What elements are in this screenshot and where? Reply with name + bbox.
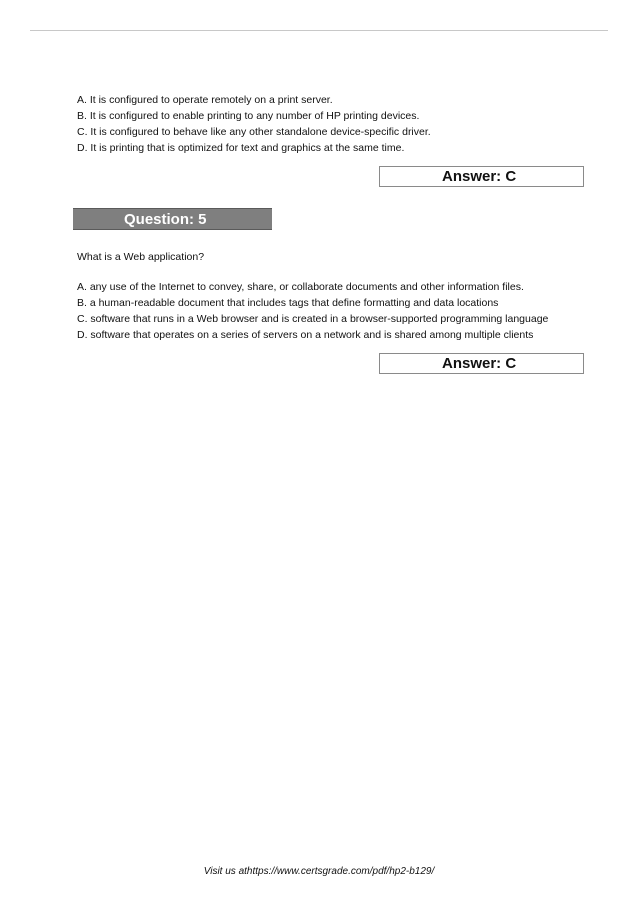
question-5-answer-box: [379, 353, 584, 374]
option-a: A. any use of the Internet to convey, share, or collaborate documents and other information files.: [77, 281, 524, 293]
option-c: C. software that runs in a Web browser and is created in a browser-supported programming language: [77, 313, 549, 325]
question-5-answer-label: Answer: C: [442, 355, 517, 372]
footer-link[interactable]: Visit us athttps://www.certsgrade.com/pdf/hp2-b129/: [203, 866, 435, 877]
option-a: A. It is configured to operate remotely on a print server.: [77, 94, 333, 106]
previous-question-options: [77, 92, 431, 156]
top-divider: [30, 30, 608, 31]
previous-answer-box: [379, 166, 584, 187]
question-5-prompt-block: [77, 249, 204, 265]
previous-answer-label: Answer: C: [442, 168, 517, 185]
option-b: B. It is configured to enable printing to any number of HP printing devices.: [77, 110, 420, 122]
question-5-prompt: What is a Web application?: [77, 251, 205, 263]
question-5-header: [73, 208, 272, 230]
option-d: D. software that operates on a series of servers on a network and is shared among multiple clients: [77, 329, 534, 341]
question-5-title: Question: 5: [124, 211, 207, 228]
option-d: D. It is printing that is optimized for text and graphics at the same time.: [77, 142, 405, 154]
option-b: B. a human-readable document that includes tags that define formatting and data locations: [77, 297, 499, 309]
option-c: C. It is configured to behave like any other standalone device-specific driver.: [77, 126, 431, 138]
question-5-options: [77, 279, 548, 343]
